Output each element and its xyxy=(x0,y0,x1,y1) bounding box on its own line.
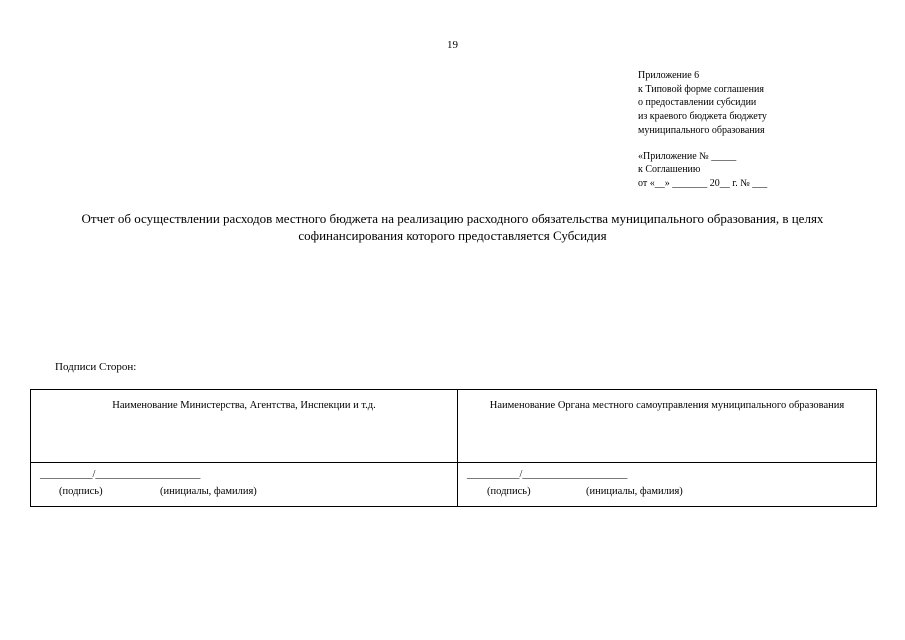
signatures-label: Подписи Сторон: xyxy=(55,361,137,373)
municipality-signature-caption: (подпись) xyxy=(487,486,531,497)
ministry-name: Наименование Министерства, Агентства, Инспекции и т.д. xyxy=(112,400,376,411)
municipality-signature-line: __________/____________________ xyxy=(467,469,628,480)
page-number: 19 xyxy=(447,39,458,51)
appendix-block xyxy=(638,69,767,191)
signature-table xyxy=(30,389,877,507)
ministry-signature-cell xyxy=(31,463,458,507)
appendix-line: к Типовой форме соглашения xyxy=(638,83,764,95)
agreement-reference xyxy=(638,150,767,191)
appendix-line: из краевого бюджета бюджету xyxy=(638,111,767,123)
ministry-name-caption: (инициалы, фамилия) xyxy=(160,486,257,497)
appendix-line: Приложение 6 xyxy=(638,70,700,81)
org-names-row xyxy=(31,390,877,463)
municipality-name-caption: (инициалы, фамилия) xyxy=(586,486,683,497)
signature-row xyxy=(31,463,877,507)
ministry-name-cell xyxy=(31,390,458,463)
reference-line: к Соглашению xyxy=(638,164,701,176)
ministry-signature-caption: (подпись) xyxy=(59,486,103,497)
municipality-name-cell xyxy=(458,390,877,463)
reference-line: от «__» _______ 20__ г. № ___ xyxy=(638,177,768,189)
municipality-name: Наименование Органа местного самоуправления муниципального образования xyxy=(489,400,845,411)
reference-line: «Приложение № _____ xyxy=(638,150,737,162)
ministry-signature-line: __________/____________________ xyxy=(40,469,201,480)
municipality-signature-cell xyxy=(458,463,877,507)
appendix-line: о предоставлении субсидии xyxy=(638,97,757,109)
report-title: Отчет об осуществлении расходов местного бюджета на реализацию расходного обязательства муниципального образования, в целях софинансирования которого предоставляется Субсидия xyxy=(81,211,824,243)
appendix-line: муниципального образования xyxy=(638,124,765,136)
